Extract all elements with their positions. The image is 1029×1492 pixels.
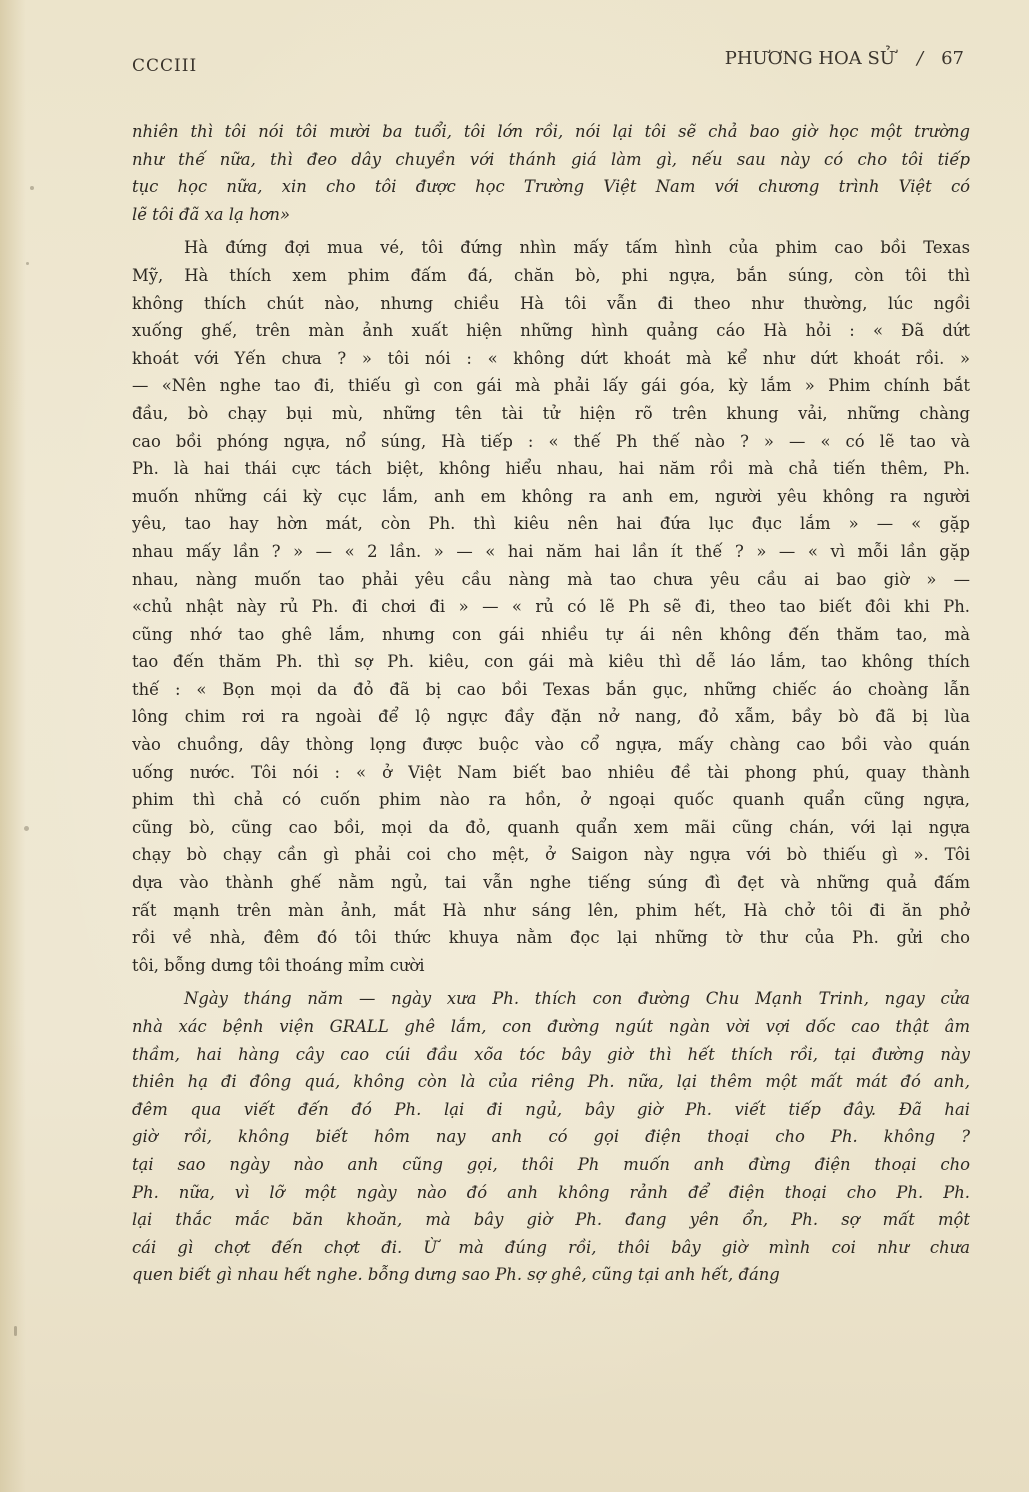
page-edge-shadow [0, 0, 26, 1492]
body-text [132, 118, 970, 1289]
text-line: nhau, nàng muốn tao phải yêu cầu nàng mà tao chưa yêu cầu ai bao giờ » — [132, 569, 970, 589]
book-title: PHƯƠNG HOA SỬ [724, 48, 896, 69]
text-line: «chủ nhật này rủ Ph. đi chơi đi » — « rủ có lẽ Ph sẽ đi, theo tao biết đôi khi Ph. [132, 597, 970, 617]
text-line: — «Nên nghe tao đi, thiếu gì con gái mà phải lấy gái góa, kỳ lắm » Phim chính bắt [132, 376, 970, 396]
text-line: lại thắc mắc băn khoăn, mà bây giờ Ph. đang yên ổn, Ph. sợ mất một [132, 1210, 970, 1230]
text-line: dựa vào thành ghế nằm ngủ, tai vẫn nghe tiếng súng đì đẹt và những quả đấm [132, 873, 970, 893]
paragraph [132, 985, 970, 1289]
text-line: tục học nữa, xin cho tôi được học Trường Việt Nam với chương trình Việt có [132, 177, 970, 197]
text-line: vào chuồng, dây thòng lọng được buộc vào cổ ngựa, mấy chàng cao bồi vào quán [132, 735, 970, 755]
printer-signature: CCCIII [132, 56, 198, 76]
text-line: rất mạnh trên màn ảnh, mắt Hà như sáng lên, phim hết, Hà chở tôi đi ăn phở [132, 900, 970, 920]
paper-speck [30, 186, 34, 190]
text-line: thế : « Bọn mọi da đỏ đã bị cao bồi Texas bắn gục, những chiếc áo choàng lẫn [132, 679, 970, 699]
text-line: tại sao ngày nào anh cũng gọi, thôi Ph muốn anh đừng điện thoại cho [132, 1154, 970, 1174]
paper-speck [26, 262, 29, 265]
text-line: rồi về nhà, đêm đó tôi thức khuya nằm đọc lại những tờ thư của Ph. gửi cho [132, 928, 970, 948]
text-line: lông chim rơi ra ngoài để lộ ngực đầy đặn nở nang, đỏ xẫm, bầy bò đã bị lùa [132, 707, 970, 727]
text-line: giờ rồi, không biết hôm nay anh có gọi điện thoại cho Ph. không ? [132, 1127, 970, 1147]
text-line: muốn những cái kỳ cục lắm, anh em không ra anh em, người yêu không ra người [132, 486, 970, 506]
text-line: nhiên thì tôi nói tôi mười ba tuổi, tôi lớn rồi, nói lại tôi sẽ chả bao giờ học một trường [132, 122, 970, 141]
text-line: quen biết gì nhau hết nghe. bỗng dưng sao Ph. sợ ghê, cũng tại anh hết, đáng [132, 1265, 780, 1285]
text-line: tôi, bỗng dưng tôi thoáng mỉm cười [132, 955, 425, 975]
paragraph [132, 118, 970, 228]
text-line: nhau mấy lần ? » — « 2 lần. » — « hai năm hai lần ít thế ? » — « vì mỗi lần gặp [132, 541, 970, 561]
text-line: tao đến thăm Ph. thì sợ Ph. kiêu, con gái mà kiêu thì dễ láo lắm, tao không thích [132, 652, 970, 672]
text-line: Ph. là hai thái cực tách biệt, không hiểu nhau, hai năm rồi mà chả tiến thêm, Ph. [132, 459, 970, 479]
text-line: cao bồi phóng ngựa, nổ súng, Hà tiếp : « thế Ph thế nào ? » — « có lẽ tao và [132, 431, 970, 451]
text-line: phim thì chả có cuốn phim nào ra hồn, ở ngoại quốc quanh quẩn cũng ngựa, [132, 790, 970, 810]
text-line: yêu, tao hay hờn mát, còn Ph. thì kiêu nên hai đứa lục đục lắm » — « gặp [132, 514, 970, 534]
text-line: như thế nữa, thì đeo dây chuyền với thánh giá làm gì, nếu sau này có cho tôi tiếp [132, 149, 970, 169]
text-line: Ngày tháng năm — ngày xưa Ph. thích con đường Chu Mạnh Trinh, ngay cửa [184, 989, 970, 1009]
text-line: nhà xác bệnh viện GRALL ghê lắm, con đường ngút ngàn vời vợi dốc cao thật âm [132, 1017, 970, 1036]
text-line: cũng bò, cũng cao bồi, mọi da đỏ, quanh quẩn xem mãi cũng chán, với lại ngựa [132, 817, 970, 837]
text-line: thầm, hai hàng cây cao cúi đầu xõa tóc bây giờ thì hết thích rồi, tại đường này [132, 1044, 970, 1064]
text-line: cũng nhớ tao ghê lắm, nhưng con gái nhiều tự ái nên không đến thăm tao, mà [132, 624, 970, 644]
text-line: lẽ tôi đã xa lạ hơn» [132, 204, 290, 224]
text-line: đầu, bò chạy bụi mù, những tên tài tử hiện rõ trên khung vải, những chàng [132, 403, 970, 423]
text-line: cái gì chợt đến chợt đi. Ừ mà đúng rồi, thôi bây giờ mình coi như chưa [132, 1237, 970, 1257]
paper-speck [24, 826, 29, 831]
page-header [132, 44, 964, 80]
page-number: 67 [941, 48, 964, 69]
running-head [725, 48, 964, 69]
header-separator: / [917, 48, 924, 69]
text-line: Ph. nữa, vì lỡ một ngày nào đó anh không rảnh để điện thoại cho Ph. Ph. [132, 1182, 970, 1202]
text-line: uống nước. Tôi nói : « ở Việt Nam biết bao nhiêu đề tài phong phú, quay thành [132, 762, 970, 782]
text-line: khoát với Yến chưa ? » tôi nói : « không dứt khoát mà kể như dứt khoát rồi. » [132, 348, 970, 368]
text-line: Mỹ, Hà thích xem phim đấm đá, chăn bò, phi ngựa, bắn súng, còn tôi thì [132, 265, 970, 285]
text-line: đêm qua viết đến đó Ph. lại đi ngủ, bây giờ Ph. viết tiếp đây. Đã hai [132, 1099, 970, 1119]
text-line: Hà đứng đợi mua vé, tôi đứng nhìn mấy tấm hình của phim cao bồi Texas [184, 238, 970, 258]
text-line: thiên hạ đi đông quá, không còn là của riêng Ph. nữa, lại thêm một mất mát đó anh, [132, 1072, 970, 1092]
text-line: không thích chút nào, nhưng chiều Hà tôi vẫn đi theo như thường, lúc ngồi [132, 293, 970, 313]
paper-speck [14, 1326, 17, 1336]
text-line: xuống ghế, trên màn ảnh xuất hiện những hình quảng cáo Hà hỏi : « Đã dứt [132, 321, 970, 341]
text-line: chạy bò chạy cần gì phải coi cho mệt, ở Saigon này ngựa với bò thiếu gì ». Tôi [132, 845, 970, 865]
paragraph [132, 234, 970, 979]
